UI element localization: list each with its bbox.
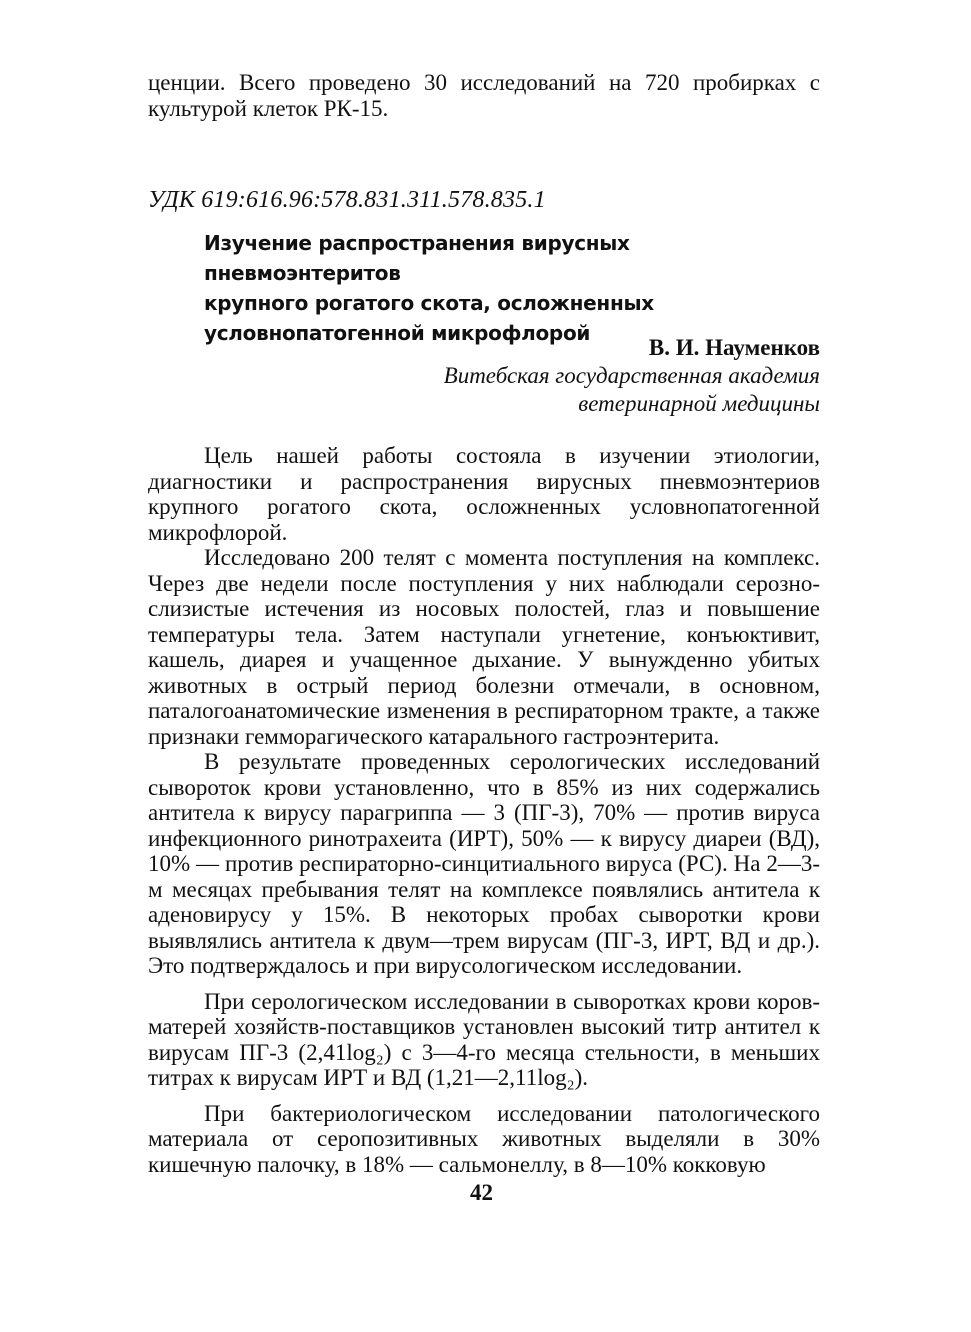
title-line: условнопатогенной микрофлорой	[204, 321, 591, 345]
body-paragraph: В результате проведенных серологических исследований сывороток крови установленно, что в 85% из них содержались антитела к вирусу парагриппа — 3 (ПГ-3), 70% — против вируса инфекционного ринотрахеита (ИРТ), 50% — к вирусу диареи (ВД), 10% — против респираторно-синцитиального вируса (РС). На 2—3-м месяцах пребывания телят на комплексе появлялись антитела к аденовирусу у 15%. В некоторых пробах сыворотки крови выявлялись антитела к двум—трем вирусам (ПГ-3, ИРТ, ВД и др.). Это подтверждалось и при вирусологическом исследовании.	[148, 749, 820, 978]
title-line: Изучение распространения вирусных пневмоэнтеритов	[204, 231, 630, 285]
article-title	[204, 228, 824, 348]
continuation-paragraph: ценции. Всего проведено 30 исследований на 720 пробирках с культурой клеток РК-15.	[148, 70, 820, 121]
article-body	[148, 443, 820, 1177]
title-line: крупного рогатого скота, осложненных	[204, 291, 654, 315]
author-affiliation	[444, 362, 820, 418]
page-number: 42	[470, 1180, 493, 1205]
body-paragraph: Исследовано 200 телят с момента поступления на комплекс. Через две недели после поступления у них наблюдали серозно-слизистые истечения из носовых полостей, глаз и повышение температуры тела. Затем наступали угнетение, конъюктивит, кашель, диарея и учащенное дыхание. У вынужденно убитых животных в острый период болезни отмечали, в основном, паталогоанатомические изменения в респираторном тракте, а также признаки гемморагического катарального гастроэнтерита.	[148, 545, 820, 749]
affiliation-line: ветеринарной медицины	[578, 391, 820, 416]
author-name: В. И. Науменков	[648, 335, 820, 360]
udc-code: УДК 619:616.96:578.831.311.578.835.1	[148, 187, 546, 213]
author-block	[444, 334, 820, 418]
body-paragraph: При бактериологическом исследовании патологического материала от серопозитивных животных выделяли в 30% кишечную палочку, в 18% — сальмонеллу, в 8—10% кокковую	[148, 1100, 820, 1177]
body-paragraph: При серологическом исследовании в сыворотках крови коров-матерей хозяйств-поставщиков установлен высокий титр антител к вирусам ПГ-3 (2,41log₂) с 3—4-го месяца стельности, в меньших титрах к вирусам ИРТ и ВД (1,21—2,11log₂).	[148, 988, 820, 1090]
body-paragraph: Цель нашей работы состояла в изучении этиологии, диагностики и распространения вирусных пневмоэнтериов крупного рогатого скота, осложненных условнопатогенной микрофлорой.	[148, 443, 820, 545]
affiliation-line: Витебская государственная академия	[443, 363, 820, 388]
